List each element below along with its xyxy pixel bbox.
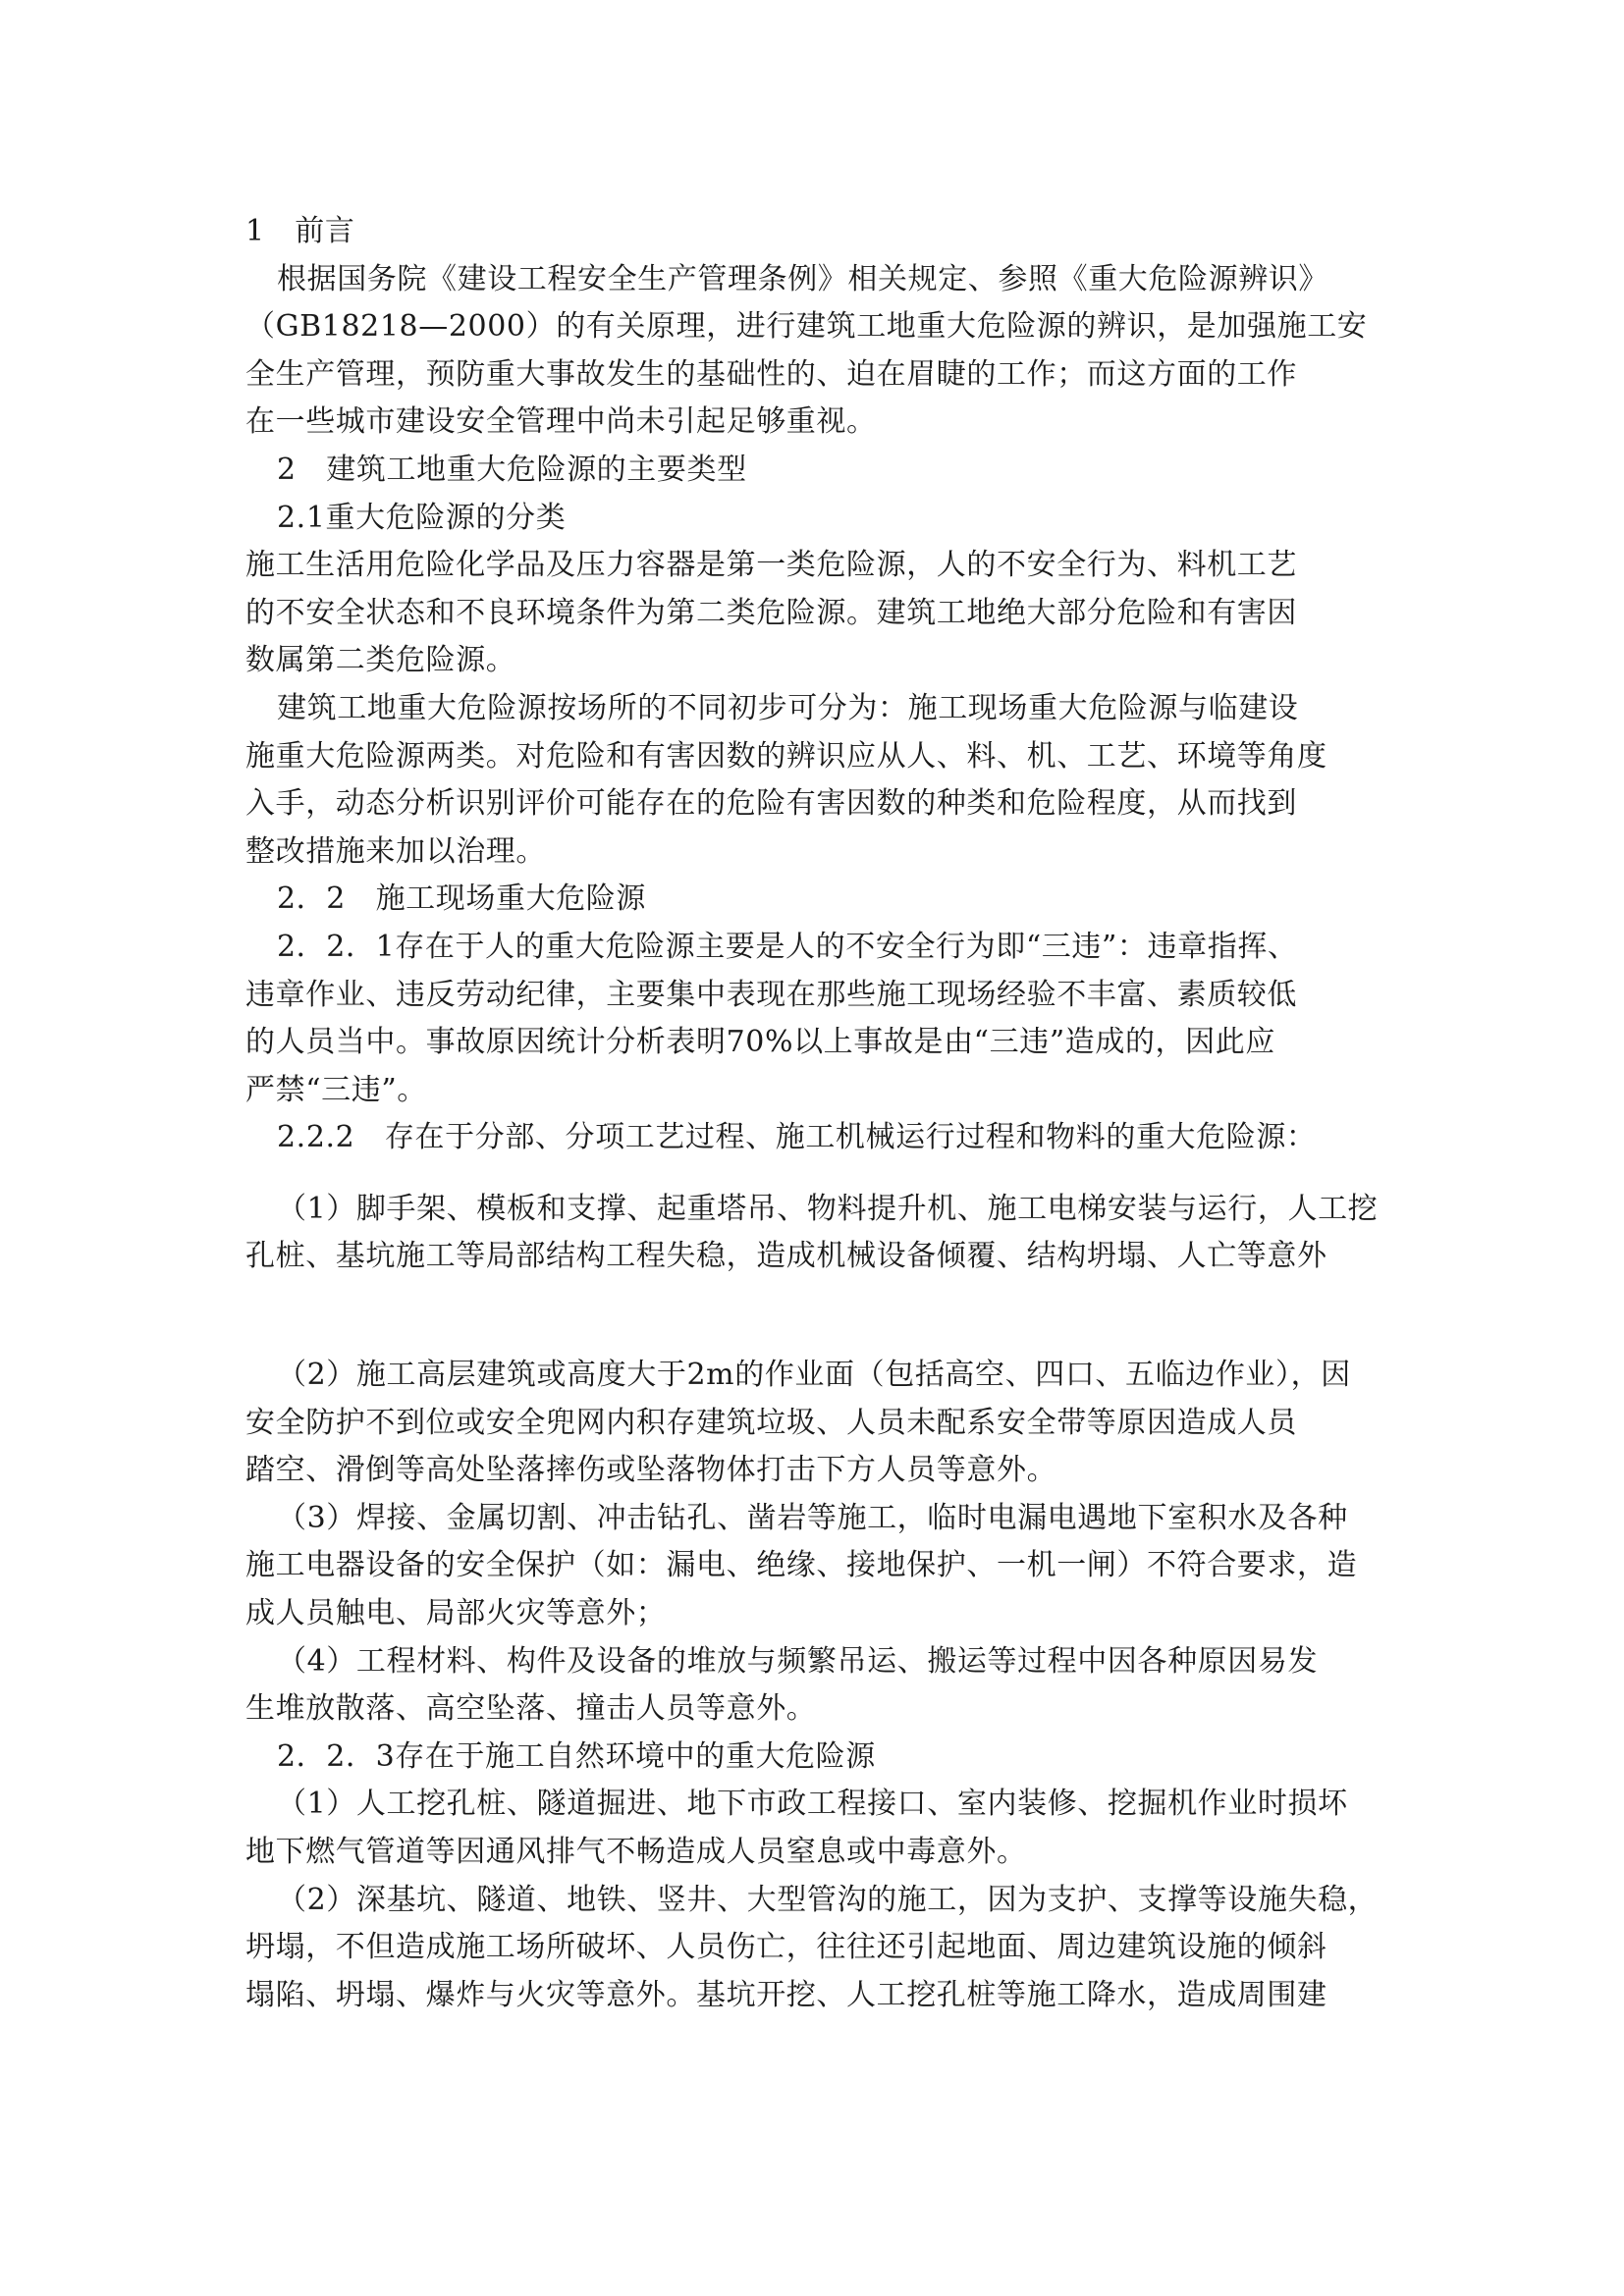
paragraph-line: 施工生活用危险化学品及压力容器是第一类危险源，人的不安全行为、料机工艺 <box>245 548 1297 583</box>
list-item-line: 生堆放散落、高空坠落、撞击人员等意外。 <box>245 1691 817 1727</box>
section-heading-2: 2 建筑工地重大危险源的主要类型 <box>277 452 747 487</box>
paragraph-line: 违章作业、违反劳动纪律，主要集中表现在那些施工现场经验不丰富、素质较低 <box>245 977 1297 1012</box>
paragraph-line: 的人员当中。事故原因统计分析表明70%以上事故是由“三违”造成的，因此应 <box>245 1025 1275 1060</box>
list-item-line: 施工电器设备的安全保护（如：漏电、绝缘、接地保护、一机一闸）不符合要求，造 <box>245 1548 1358 1583</box>
section-heading-2-1: 2.1重大危险源的分类 <box>277 500 567 535</box>
paragraph-line: 建筑工地重大危险源按场所的不同初步可分为：施工现场重大危险源与临建设 <box>277 690 1299 725</box>
section-heading-2-2: 2．2 施工现场重大危险源 <box>277 881 646 917</box>
list-item-line: （2）深基坑、隧道、地铁、竖井、大型管沟的施工，因为支护、支撑等设施失稳， <box>277 1882 1379 1917</box>
list-item-line: 踏空、滑倒等高处坠落摔伤或坠落物体打击下方人员等意外。 <box>245 1453 1057 1488</box>
paragraph-line: 整改措施来加以治理。 <box>245 833 546 869</box>
list-item-line: 孔桩、基坑施工等局部结构工程失稳，造成机械设备倾覆、结构坍塌、人亡等意外 <box>245 1239 1327 1274</box>
section-heading-2-2-2: 2.2.2 存在于分部、分项工艺过程、施工机械运行过程和物料的重大危险源： <box>277 1120 1317 1155</box>
paragraph-line: （GB18218—2000）的有关原理，进行建筑工地重大危险源的辨识，是加强施工安 <box>245 309 1368 345</box>
list-item-line: （4）工程材料、构件及设备的堆放与频繁吊运、搬运等过程中因各种原因易发 <box>277 1643 1319 1679</box>
paragraph-line: 严禁“三违”。 <box>245 1072 427 1107</box>
section-heading-2-2-3: 2．2．3存在于施工自然环境中的重大危险源 <box>277 1738 876 1774</box>
paragraph-line: 入手，动态分析识别评价可能存在的危险有害因数的种类和危险程度，从而找到 <box>245 786 1297 822</box>
paragraph-line: 2．2．1存在于人的重大危险源主要是人的不安全行为即“三违”：违章指挥、 <box>277 929 1298 964</box>
list-item-line: （1）人工挖孔桩、隧道掘进、地下市政工程接口、室内装修、挖掘机作业时损坏 <box>277 1787 1348 1822</box>
paragraph-line: 数属第二类危险源。 <box>245 643 516 678</box>
paragraph-line: 根据国务院《建设工程安全生产管理条例》相关规定、参照《重大危险源辨识》 <box>277 261 1328 296</box>
spacer <box>245 1281 1384 1352</box>
paragraph-line: 施重大危险源两类。对危险和有害因数的辨识应从人、料、机、工艺、环境等角度 <box>245 738 1327 774</box>
list-item-line: 塌陷、坍塌、爆炸与火灾等意外。基坑开挖、人工挖孔桩等施工降水，造成周围建 <box>245 1977 1327 2012</box>
document-page <box>245 208 1384 2019</box>
list-item-line: （1）脚手架、模板和支撑、起重塔吊、物料提升机、施工电梯安装与运行，人工挖 <box>277 1191 1379 1226</box>
list-item-line: （2）施工高层建筑或高度大于2m的作业面（包括高空、四口、五临边作业），因 <box>277 1358 1351 1393</box>
paragraph-line: 在一些城市建设安全管理中尚未引起足够重视。 <box>245 404 877 440</box>
section-heading-1: 1 前言 <box>245 214 355 248</box>
list-item-line: （3）焊接、金属切割、冲击钻孔、凿岩等施工，临时电漏电遇地下室积水及各种 <box>277 1500 1348 1535</box>
list-item-line: 安全防护不到位或安全兜网内积存建筑垃圾、人员未配系安全带等原因造成人员 <box>245 1405 1297 1440</box>
spacer <box>245 1162 1384 1186</box>
list-item-line: 坍塌，不但造成施工场所破坏、人员伤亡，往往还引起地面、周边建筑设施的倾斜 <box>245 1930 1327 1965</box>
paragraph-line: 全生产管理，预防重大事故发生的基础性的、迫在眉睫的工作；而这方面的工作 <box>245 356 1297 392</box>
list-item-line: 成人员触电、局部火灾等意外； <box>245 1596 667 1631</box>
paragraph-line: 的不安全状态和不良环境条件为第二类危险源。建筑工地绝大部分危险和有害因 <box>245 595 1297 630</box>
list-item-line: 地下燃气管道等因通风排气不畅造成人员窒息或中毒意外。 <box>245 1835 1027 1869</box>
